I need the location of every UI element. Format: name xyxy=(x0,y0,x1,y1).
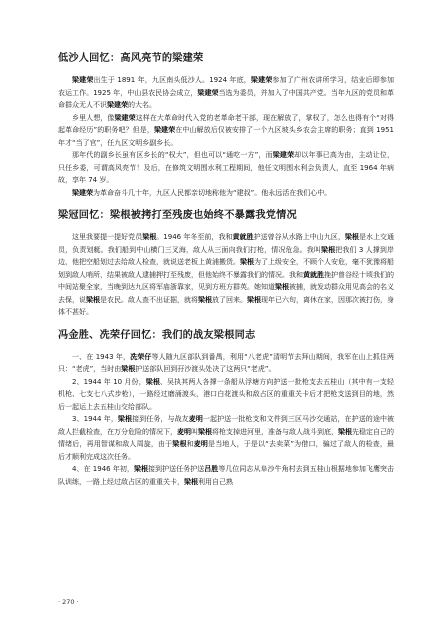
paragraph xyxy=(58,376,394,414)
person-name: 吕胜 xyxy=(204,465,219,473)
person-name: 梁根 xyxy=(145,377,160,386)
text-run: 挽护曾谷经十顷我们的中间站聚全家，当晚到达九区将军庙浙靠家，见到方班方群英。她知道 xyxy=(58,270,394,291)
text-run: 放了回来。 xyxy=(212,295,247,304)
person-name: 梁建荣 xyxy=(114,113,136,122)
person-name: 梁根 xyxy=(142,233,157,241)
paragraph xyxy=(58,231,394,319)
text-run: 却以年事已高为由，主动让位，只任乡委，可谓高风亮节！及后，在修筑文明围水利工程期间，他任文明围水利会负责人，直至 1964 年病故，享年 74 岁。 xyxy=(58,151,395,184)
section-liang-guan xyxy=(58,209,394,319)
text-run: 接到任务，与战友 xyxy=(132,415,189,423)
text-run: 乡里人想，像 xyxy=(72,113,115,122)
text-run: 利用自己熟 xyxy=(198,477,233,486)
text-run: 护送部队回到孖沙渡头处决了这两只“老虎”。 xyxy=(135,365,276,373)
section-heading: 冯金胜、冼荣仔回忆：我们的战友梁根同志 xyxy=(58,329,256,341)
text-run: 为了上级安全，不顾个人安危，毫不犹豫将船划到敌人哨所，结果被敌人逮捕押打至残废，但他始终不暴露我们的情况。我和 xyxy=(58,258,394,279)
text-run: 的大名。 xyxy=(128,101,156,109)
person-name: 梁建荣 xyxy=(272,151,295,159)
person-name: 梁根 xyxy=(172,440,187,448)
text-run: 一、在 1943 年， xyxy=(72,352,131,361)
text-run: 出生于 1891 年，九区南头低沙人。1924 年底， xyxy=(93,76,251,84)
text-run: 为革命奋斗几十年，九区人民都亲切地称他为“建叔”。他永远活在我们心中。 xyxy=(93,188,332,197)
section-liang-jianrong xyxy=(58,52,394,199)
person-name: 黄就胜 xyxy=(232,233,254,241)
text-run: 、吴执其两人各撑一条船从浮塘方向护送一批枪支去五桂山（其中有一支轻机枪、七支七八式步枪），一路经过磨涌渡头，港口白花渡头和敌占区的重重关卡后才把枪支送到目的地，然后一起运上去五桂山交给部队。 xyxy=(58,377,395,411)
person-name: 冼荣仔 xyxy=(130,352,152,361)
paragraph xyxy=(58,413,394,463)
person-name: 梁根 xyxy=(321,245,336,254)
text-run: 。1946 年冬至前，我和 xyxy=(156,233,233,241)
section-heading: 低沙人回忆：高风亮节的梁建荣 xyxy=(58,53,204,64)
person-name: 梁根 xyxy=(198,427,212,436)
text-run: 被捕，就发动群众用见高会的名义去保，说 xyxy=(58,283,394,304)
text-run: 是农民。敌人查不出证据，就将 xyxy=(100,295,198,304)
person-name: 麦明 xyxy=(177,427,191,436)
text-run: 当选为委员，并加入了中国共产党。当年九区的党员和革命群众无人不识 xyxy=(58,88,395,109)
text-run: 在中山解放后仅被安排了一个九区坡头乡农会主席的职务；直到 1951 年才“当了官”，任九区文明乡副乡长。 xyxy=(58,126,394,147)
text-run: 护送曾谷从水路上中山九区， xyxy=(253,233,345,241)
paragraph xyxy=(58,74,394,112)
paragraph xyxy=(58,463,394,488)
person-name: 梁建荣 xyxy=(72,76,94,84)
text-run: 将枪支掉进河里，准备与敌人战斗到底， xyxy=(212,427,338,436)
person-name: 梁建荣 xyxy=(107,101,128,109)
text-run: 把我们 3 人撑到岸边，他把空船划过去给敌人检查，就说送老板上黄浦搬货。 xyxy=(58,245,395,266)
text-run: 等人随九区部队到番禺，利用“八老虎”清明节去拜山期间，我军在山上抓住两只：“老虎”，当时由 xyxy=(58,352,394,373)
text-run: 这样在大革命时代入党的老革命老干部，现在解放了，掌权了，怎么也得有个“对得起革命经历”的职务吧？但是， xyxy=(58,113,395,134)
text-run: 叫 xyxy=(191,427,198,436)
text-run: 等几位同志从阜沙牛角村去到五桂山根据地参加飞鹰突击队训练，一路上经过敌占区的重重关卡， xyxy=(58,465,395,486)
text-run: 3、1944 年， xyxy=(72,415,118,423)
person-name: 梁根 xyxy=(275,283,289,291)
text-run: 接到护送任务护送 xyxy=(148,465,205,473)
text-run: 先稳定自己的情绪后，再用智谋和敌人周旋，由于 xyxy=(58,427,394,448)
person-name: 梁根 xyxy=(240,258,254,266)
person-name: 麦明 xyxy=(193,440,209,448)
person-name: 梁根 xyxy=(121,365,136,373)
person-name: 梁建荣 xyxy=(153,126,176,134)
person-name: 黄就胜 xyxy=(303,270,324,279)
paragraph xyxy=(58,112,394,150)
text-run: 4、在 1946 年初， xyxy=(72,465,134,473)
person-name: 梁根 xyxy=(86,295,100,304)
text-run: 现年已六旬，离休在家，因那次被打伤，身体不甚好。 xyxy=(58,295,394,316)
page-number: · 270 · xyxy=(58,598,79,606)
person-name: 梁建荣 xyxy=(197,88,219,97)
person-name: 梁根 xyxy=(247,295,261,304)
text-run: 参加了广州农讲所学习，结业后即参加农运工作。1925 年，中山县农民协会成立， xyxy=(58,76,395,97)
text-run: 一起护送一批枪支和文件到三区马沙交通站，在护送的途中被敌人拦截检查，在万分危险的情况下， xyxy=(58,415,395,436)
person-name: 梁建荣 xyxy=(250,76,273,84)
person-name: 梁根 xyxy=(117,415,133,423)
paragraph xyxy=(58,187,394,200)
person-name: 梁根 xyxy=(198,295,212,304)
text-run: 是当地人，于是以“去卖菜”为借口，骗过了敌人的检查，最后才顺利完成这次任务。 xyxy=(58,440,395,461)
article-body xyxy=(58,44,394,488)
paragraph xyxy=(58,149,394,187)
text-run: 2、1944 年 10 月份， xyxy=(72,377,146,386)
person-name: 梁根 xyxy=(133,465,149,473)
text-run: 那年代的副乡长虽有区乡长的“权大”，但也可以“通吃一方”，而 xyxy=(72,151,273,159)
person-name: 梁根 xyxy=(344,233,359,241)
person-name: 梁根 xyxy=(338,427,352,436)
text-run: 这里我要提一提好党员 xyxy=(72,233,143,241)
section-heading: 梁冠回忆：梁根被拷打至残废也始终不暴露我党情况 xyxy=(58,210,297,221)
paragraph xyxy=(58,351,394,376)
text-run: 和 xyxy=(186,440,194,448)
person-name: 梁根 xyxy=(184,477,198,486)
person-name: 麦明 xyxy=(188,415,203,423)
text-run: 是水上交通员，负责划艇。我们船到中山横门三叉海，敌人从三面向我们打枪，情况危急。我叫 xyxy=(58,233,395,254)
section-feng-jinsheng xyxy=(58,329,394,489)
person-name: 梁建荣 xyxy=(72,188,93,197)
